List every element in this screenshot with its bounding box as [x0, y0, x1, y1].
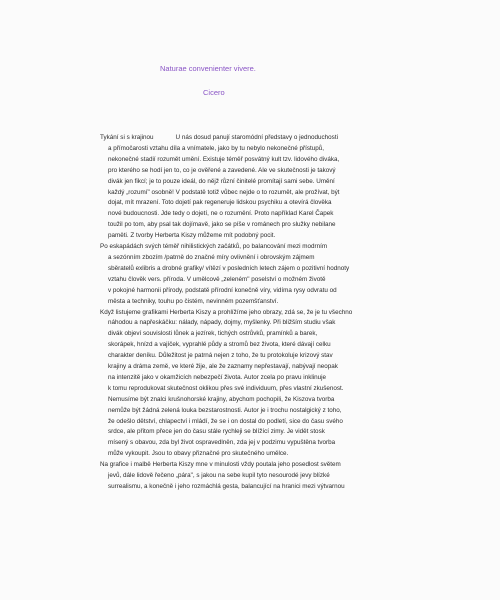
- text-line: krajiny a dráma země, ve které žije, ale že zaznamy nepřestavají, nabývají neopak: [108, 363, 338, 371]
- epigraph-quote: Naturae convenienter vivere.: [160, 64, 256, 73]
- text-line: k tomu reprodukovat skutečnost oklikou přes své individuum, přes vlastní zkušenost.: [108, 384, 344, 392]
- text-line: jevů, dále lidově řečeno „pára", s jakou na sebe kupil tyto nesourodé jevy blízké: [108, 472, 330, 480]
- epigraph-author: Cicero: [203, 88, 225, 97]
- text-line: každý „rozumí" osobně! V podstatě totiž vůbec nejde o to rozumět, ale prožívat, být: [108, 188, 340, 196]
- paragraph-3: [100, 308, 420, 461]
- paragraph-2: [100, 242, 420, 307]
- text-line: pro kterého se hodí jen to, co je ověřené a zavedené. Ale ve skutečnosti je takový: [108, 166, 336, 174]
- text-line: náhodou a napřeskáčku: nálady, nápady, dojmy, myšlenky. Při bližším studiu však: [108, 319, 336, 327]
- text-line: dojat, mít mrazení. Toto dojetí pak regeneruje lidskou psychiku a otevírá člověka: [108, 199, 332, 207]
- text-line: nekonečné stadií rozumět umění. Existuje téměř posvátný kult tzv. lidového diváka,: [108, 155, 340, 163]
- text-line: vztahu člověk vers. příroda. V umělcově „zeleném" poselství o možném životě: [108, 275, 326, 283]
- text-line: města a techniky, touhu po čistém, nevinném pozemšťanství.: [108, 297, 279, 305]
- text-line: Když listujeme grafikami Herberta Kiszy a prohlížíme jeho obrazy, zdá se, že je tu všechno: [100, 308, 353, 316]
- essay-body: [100, 133, 420, 493]
- text-line: skorápek, hnízd a vajíček, vyprahlé půdy a stromů bez života, které dávají celku: [108, 341, 331, 349]
- text-line: charakter deníku. Důležitost je patrná nejen z toho, že tu protokoluje krizový stav: [108, 352, 333, 360]
- section-lead: Tykání si s krajinou: [100, 134, 154, 141]
- text-line: Po eskapádách svých téměř nihilistických začátků, po balancování mezi modrním: [100, 243, 328, 251]
- text-line: divák objeví souvislosti lůnek a jezírek, tichých ostrůvků, pramínků a barek,: [108, 330, 318, 338]
- text-line: že odešlo dětství, chlapectví i mládí, že se i on dostal do podletí, sice do času svého: [108, 417, 343, 425]
- text-line: toužil po tom, aby psal tak dojímavě, jako se píše v románech pro služky nebilane: [108, 221, 336, 229]
- paragraph-4: [100, 460, 420, 493]
- text-line: mísený s obavou, zda byl život ospravedlněn, zda jej v podzimu vypuštěna tvorba: [108, 439, 336, 447]
- text-line: Na grafice i malbě Herberta Kiszy mne v minulosti vždy poutala jeho posedlost světem: [100, 461, 341, 469]
- text-line: sběratelů exlibris a drobné grafiky/ vítězí v posledních letech zájem o pozitivní hodnoty: [108, 264, 350, 272]
- text-line: nemůže být žádná zelená louka bezstarostnosti. Autor je i trochu nostalgický z toho,: [108, 406, 342, 414]
- text-line: v pokojné harmonii přírody, podstatě přírodní konečně víry, vidíma rysy odvratu od: [108, 286, 337, 294]
- text-line: a sezónním zbozím /patrně do značné míry ovlivnění i obrovským zájmem: [108, 253, 315, 261]
- text-line: může vykoupit. Jsou to obavy přiznačné pro skutečného umělce.: [108, 450, 289, 458]
- text-line: na intenzitě jako v okamžicích nebezpečí života. Autor zcela po pravu inklinuje: [108, 373, 327, 381]
- text-line: surrealismu, a konečně i jeho rozmáchlá gesta, balancující na hranici mezi výtvarnou: [108, 483, 345, 490]
- text-line: paměti. Z tvorby Herberta Kiszy můžeme mít podobný pocit.: [108, 232, 276, 240]
- text-line: Nemusíme být znalci krušnohorské krajiny, abychom pochopili, že Kiszova tvorba: [108, 395, 335, 403]
- text-line: Tykání si s krajinou U nás dosud panují staromódní představy o jednoduchosti: [100, 134, 338, 141]
- text-line: divák jen fikcí; je to pouze ideál, do nějž různí činitelé promítají sami sebe. Umění: [108, 177, 335, 185]
- text-line: nové budoucnosti. Jde tedy o dojetí, ne o rozumění. Proto například Karel Čapek: [108, 210, 334, 218]
- text-line: a přímočarosti vztahu díla a vnímatele, jako by tu nebylo nekonečné přístupů,: [108, 144, 324, 152]
- text-line: srdce, ale přitom přece jen do času stále rychleji se blížící zimy. Je vidět stosk: [108, 428, 325, 436]
- paragraph-1: [100, 133, 420, 242]
